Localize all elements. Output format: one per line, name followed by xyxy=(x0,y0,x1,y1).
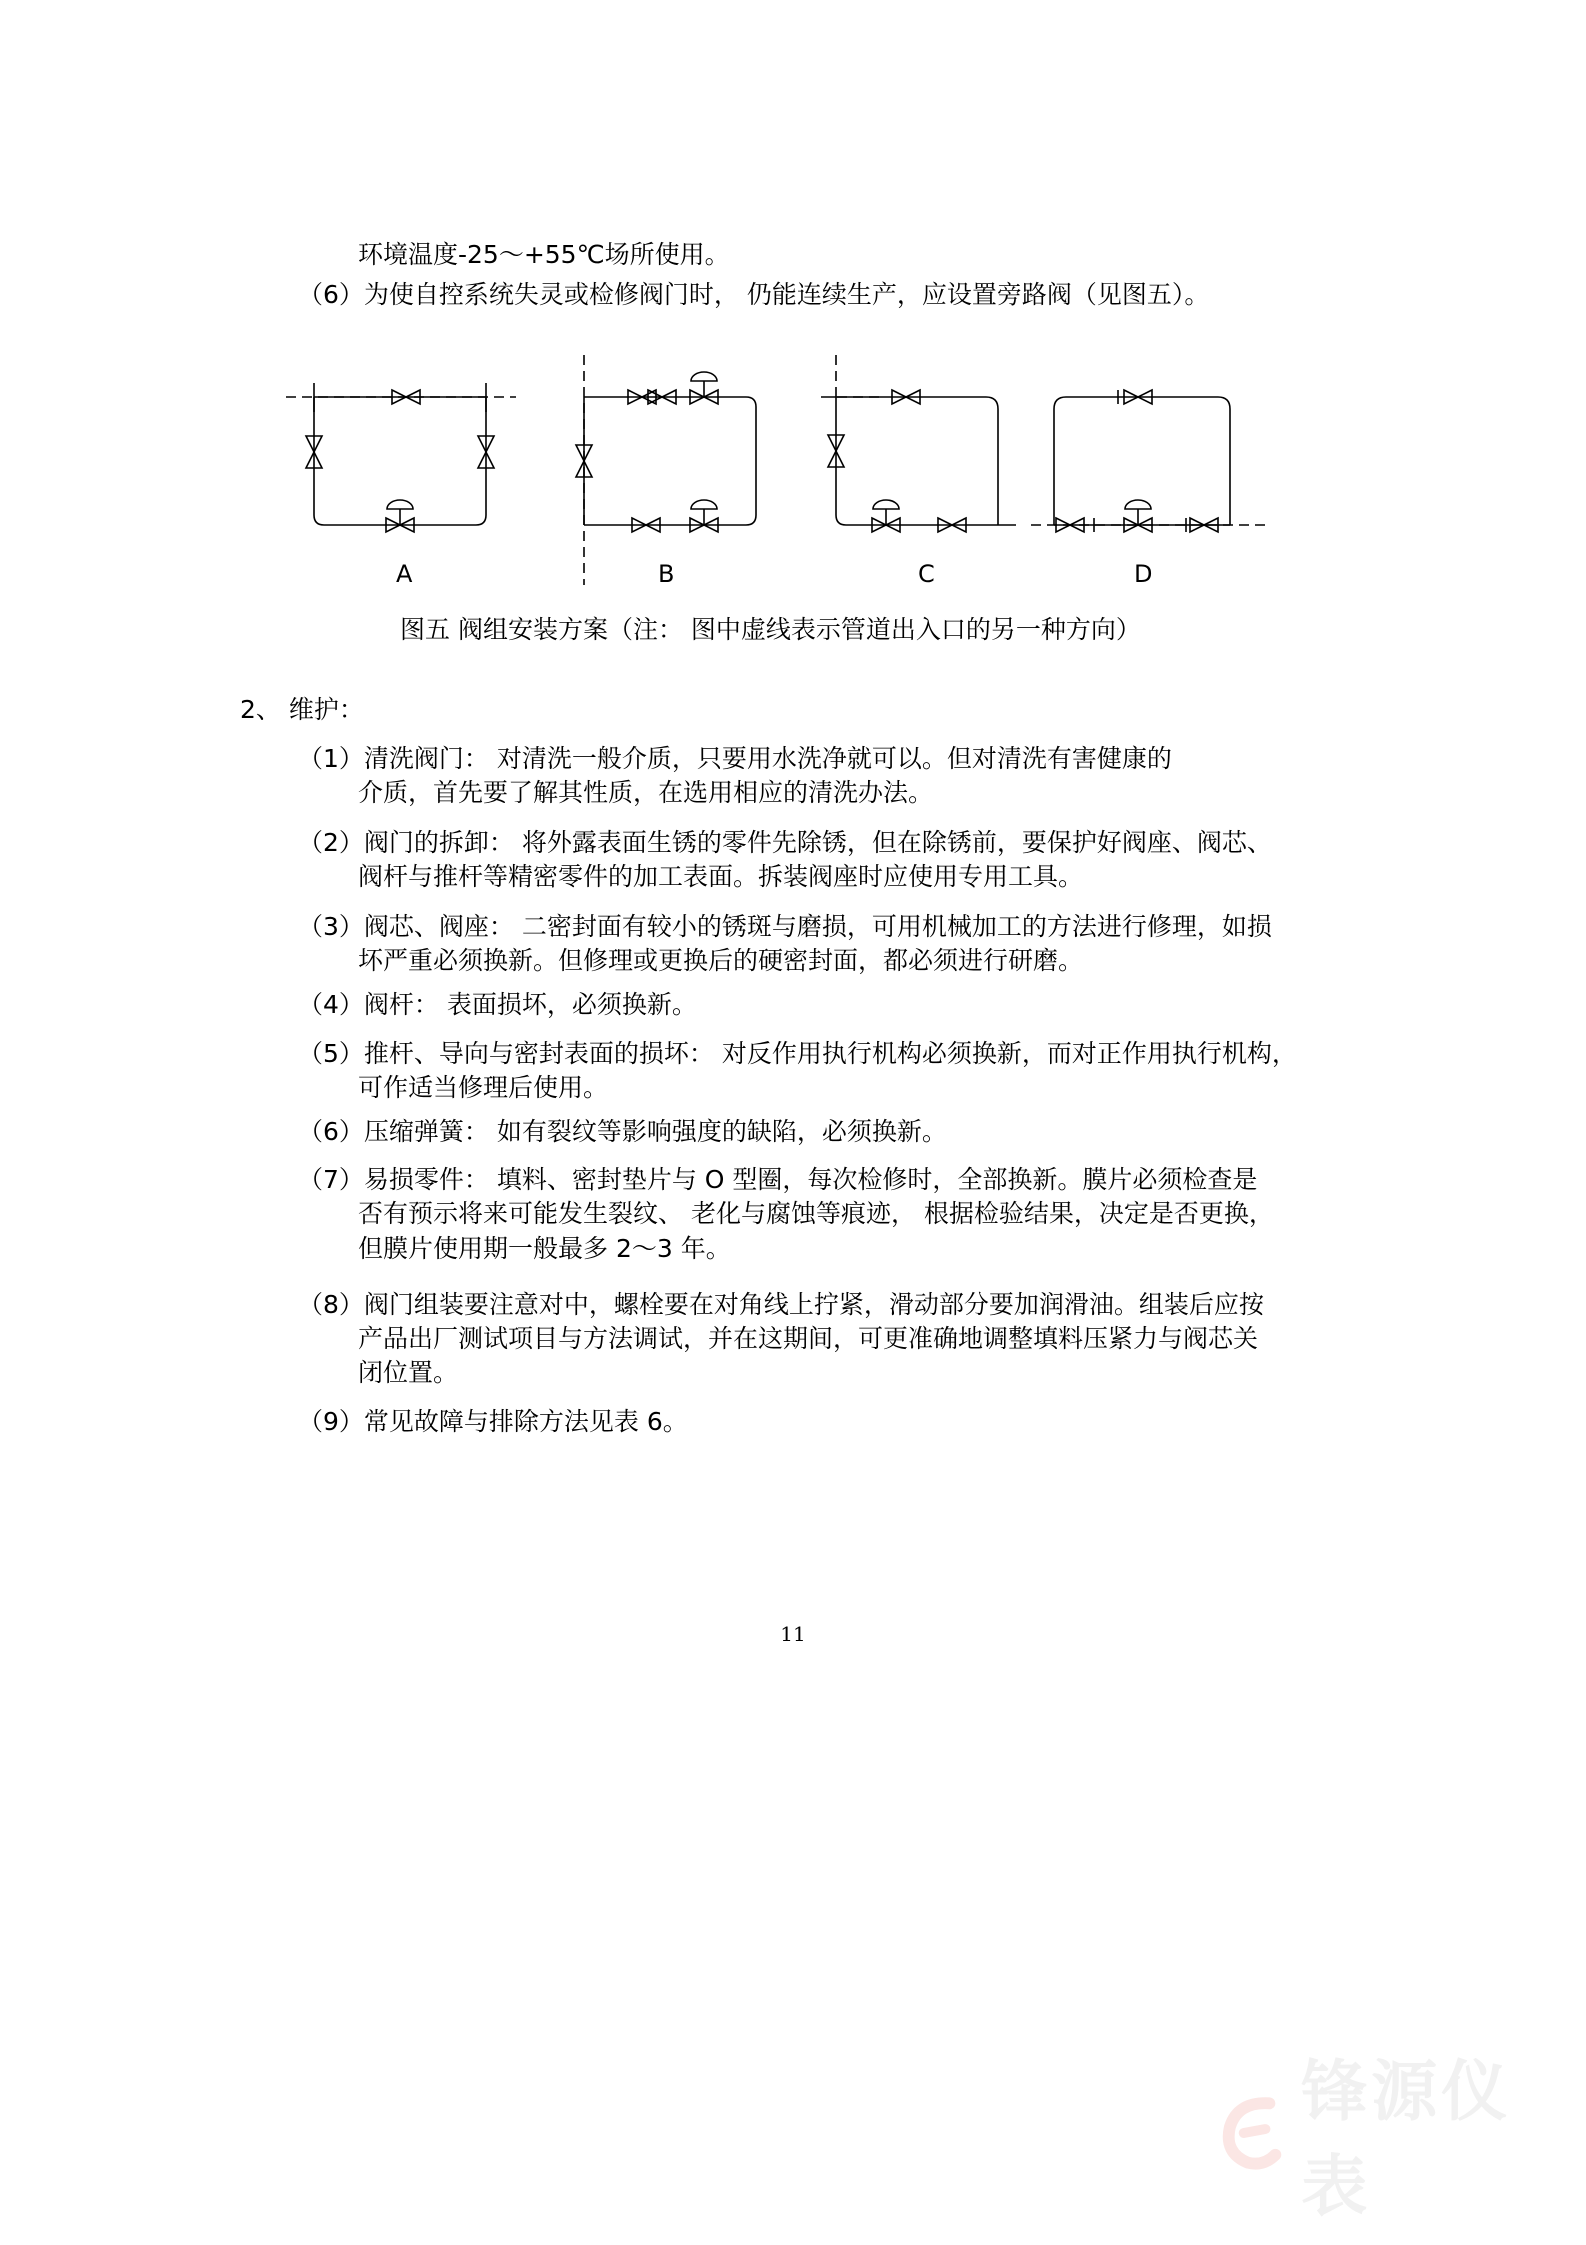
watermark xyxy=(1218,2053,1578,2225)
figure-label-a: A xyxy=(396,560,413,588)
maintenance-line-16: 闭位置。 xyxy=(358,1358,459,1387)
valve-group-figure xyxy=(286,355,1276,595)
page-number: 11 xyxy=(780,1622,806,1646)
maintenance-line-1: （1）清洗阀门： 对清洗一般介质，只要用水洗净就可以。但对清洗有害健康的 xyxy=(298,744,1172,773)
maintenance-line-2: 介质，首先要了解其性质，在选用相应的清洗办法。 xyxy=(358,778,934,807)
fy-logo-icon xyxy=(1218,2093,1287,2173)
maintenance-line-11: （7）易损零件： 填料、密封垫片与 O 型圈，每次检修时，全部换新。膜片必须检查是 xyxy=(298,1165,1258,1194)
maintenance-line-5: （3）阀芯、阀座： 二密封面有较小的锈斑与磨损，可用机械加工的方法进行修理，如损 xyxy=(298,912,1272,941)
watermark-text: 锋源仪表 xyxy=(1301,2053,1512,2225)
section-heading: 2、 维护： xyxy=(240,695,364,724)
scheme-b xyxy=(584,355,756,585)
maintenance-line-6: 坏严重必须换新。但修理或更换后的硬密封面，都必须进行研磨。 xyxy=(358,946,1084,975)
figure-label-b: B xyxy=(658,560,675,588)
maintenance-line-10: （6）压缩弹簧： 如有裂纹等影响强度的缺陷，必须换新。 xyxy=(298,1117,947,1146)
maintenance-line-4: 阀杆与推杆等精密零件的加工表面。拆装阀座时应使用专用工具。 xyxy=(358,862,1084,891)
figure-label-d: D xyxy=(1134,560,1153,588)
intro-line: 环境温度-25～+55℃场所使用。 xyxy=(358,240,730,269)
maintenance-line-7: （4）阀杆： 表面损坏，必须换新。 xyxy=(298,990,697,1019)
scheme-d xyxy=(1031,390,1271,532)
item-6: （6）为使自控系统失灵或检修阀门时， 仍能连续生产，应设置旁路阀（见图五）。 xyxy=(298,280,1210,309)
figure-label-c: C xyxy=(918,560,935,588)
maintenance-line-3: （2）阀门的拆卸： 将外露表面生锈的零件先除锈，但在除锈前，要保护好阀座、阀芯、 xyxy=(298,828,1272,857)
maintenance-line-17: （9）常见故障与排除方法见表 6。 xyxy=(298,1407,688,1436)
maintenance-line-8: （5）推杆、导向与密封表面的损坏： 对反作用执行机构必须换新，而对正作用执行机构， xyxy=(298,1039,1297,1068)
scheme-c xyxy=(821,355,1016,525)
scheme-a xyxy=(286,383,516,525)
maintenance-line-9: 可作适当修理后使用。 xyxy=(358,1073,609,1102)
maintenance-line-13: 但膜片使用期一般最多 2～3 年。 xyxy=(358,1234,731,1263)
maintenance-line-14: （8）阀门组装要注意对中，螺栓要在对角线上拧紧，滑动部分要加润滑油。组装后应按 xyxy=(298,1290,1264,1319)
figure-caption: 图五 阀组安装方案（注： 图中虚线表示管道出入口的另一种方向） xyxy=(400,615,1141,644)
maintenance-line-15: 产品出厂测试项目与方法调试，并在这期间，可更准确地调整填料压紧力与阀芯关 xyxy=(358,1324,1259,1353)
maintenance-line-12: 否有预示将来可能发生裂纹、 老化与腐蚀等痕迹， 根据检验结果，决定是否更换， xyxy=(358,1199,1274,1228)
